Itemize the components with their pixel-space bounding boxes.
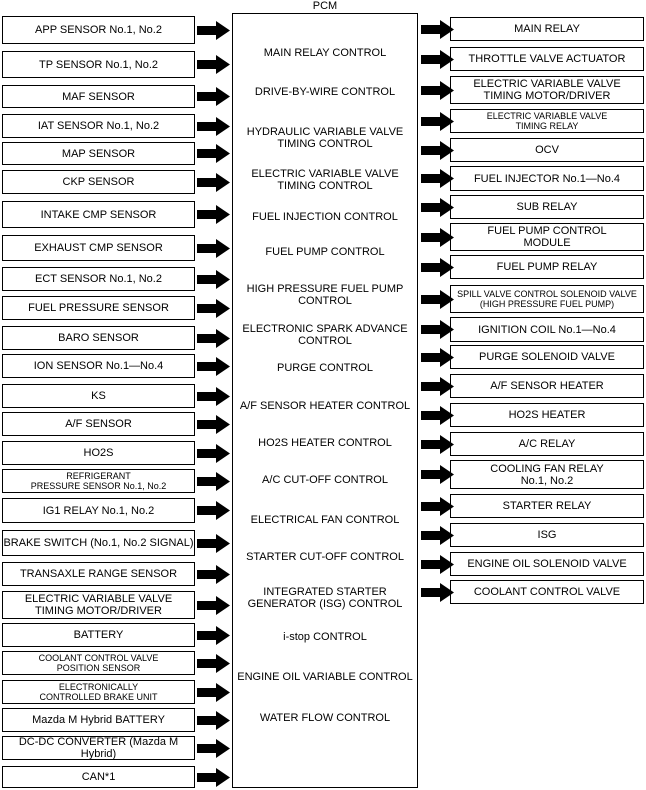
output-box: THROTTLE VALVE ACTUATOR — [450, 47, 644, 71]
input-box: REFRIGERANT PRESSURE SENSOR No.1, No.2 — [2, 469, 195, 493]
input-arrow-icon — [197, 444, 230, 463]
output-arrow-icon — [421, 81, 454, 100]
input-box: TRANSAXLE RANGE SENSOR — [2, 562, 195, 586]
output-box: A/F SENSOR HEATER — [450, 374, 644, 398]
input-box: HO2S — [2, 441, 195, 465]
input-arrow-icon — [197, 472, 230, 491]
input-arrow-icon — [197, 415, 230, 434]
input-box: EXHAUST CMP SENSOR — [2, 235, 195, 261]
output-arrow-icon — [421, 112, 454, 131]
output-box: ISG — [450, 523, 644, 547]
input-arrow-icon — [197, 711, 230, 730]
pcm-function-label: HO2S HEATER CONTROL — [258, 437, 392, 449]
output-arrow-icon — [421, 20, 454, 39]
output-arrow-icon — [421, 406, 454, 425]
input-arrow-icon — [197, 239, 230, 258]
output-arrow-icon — [421, 50, 454, 69]
output-box: COOLING FAN RELAY No.1, No.2 — [450, 460, 644, 489]
input-box: BRAKE SWITCH (No.1, No.2 SIGNAL) — [2, 530, 195, 556]
output-box: MAIN RELAY — [450, 17, 644, 41]
output-arrow-icon — [421, 228, 454, 247]
pcm-function-label: DRIVE-BY-WIRE CONTROL — [254, 86, 396, 98]
pcm-function-label: i-stop CONTROL — [283, 631, 367, 643]
input-box: MAP SENSOR — [2, 142, 195, 165]
output-box: HO2S HEATER — [450, 403, 644, 427]
output-box: ENGINE OIL SOLENOID VALVE — [450, 552, 644, 576]
input-box: Mazda M Hybrid BATTERY — [2, 708, 195, 732]
output-arrow-icon — [421, 348, 454, 367]
output-arrow-icon — [421, 555, 454, 574]
input-box: INTAKE CMP SENSOR — [2, 201, 195, 228]
output-box: ELECTRIC VARIABLE VALVE TIMING MOTOR/DRIVER — [450, 76, 644, 104]
output-box: OCV — [450, 138, 644, 162]
output-box: ELECTRIC VARIABLE VALVE TIMING RELAY — [450, 109, 644, 133]
input-box: ECT SENSOR No.1, No.2 — [2, 267, 195, 291]
input-arrow-icon — [197, 565, 230, 584]
output-box: COOLANT CONTROL VALVE — [450, 580, 644, 604]
output-arrow-icon — [421, 169, 454, 188]
output-box: FUEL PUMP RELAY — [450, 255, 644, 279]
output-box: FUEL PUMP CONTROL MODULE — [450, 223, 644, 251]
output-box: STARTER RELAY — [450, 494, 644, 518]
pcm-title: PCM — [312, 0, 338, 12]
pcm-function-label: FUEL PUMP CONTROL — [265, 246, 385, 258]
output-box: SUB RELAY — [450, 195, 644, 219]
input-box: KS — [2, 384, 195, 408]
output-arrow-icon — [421, 290, 454, 309]
input-box: FUEL PRESSURE SENSOR — [2, 296, 195, 320]
output-arrow-icon — [421, 320, 454, 339]
output-arrow-icon — [421, 435, 454, 454]
input-box: MAF SENSOR — [2, 85, 195, 108]
input-arrow-icon — [197, 173, 230, 192]
input-box: IG1 RELAY No.1, No.2 — [2, 498, 195, 523]
input-arrow-icon — [197, 55, 230, 74]
pcm-function-label: A/F SENSOR HEATER CONTROL — [239, 400, 411, 412]
pcm-function-label: HYDRAULIC VARIABLE VALVE TIMING CONTROL — [246, 126, 404, 150]
pcm-function-label: ELECTRIC VARIABLE VALVE TIMING CONTROL — [251, 168, 399, 192]
input-arrow-icon — [197, 654, 230, 673]
output-arrow-icon — [421, 583, 454, 602]
input-arrow-icon — [197, 87, 230, 106]
input-arrow-icon — [197, 683, 230, 702]
input-arrow-icon — [197, 117, 230, 136]
output-box: PURGE SOLENOID VALVE — [450, 345, 644, 369]
input-arrow-icon — [197, 329, 230, 348]
input-box: BATTERY — [2, 623, 195, 647]
input-arrow-icon — [197, 205, 230, 224]
pcm-function-label: ELECTRICAL FAN CONTROL — [250, 514, 400, 526]
pcm-function-label: FUEL INJECTION CONTROL — [252, 211, 398, 223]
pcm-function-label: ELECTRONIC SPARK ADVANCE CONTROL — [242, 323, 408, 347]
output-box: SPILL VALVE CONTROL SOLENOID VALVE (HIGH PRESSURE FUEL PUMP) — [450, 285, 644, 313]
pcm-function-label: INTEGRATED STARTER GENERATOR (ISG) CONTROL — [247, 586, 403, 610]
output-box: IGNITION COIL No.1—No.4 — [450, 317, 644, 342]
input-box: IAT SENSOR No.1, No.2 — [2, 114, 195, 138]
input-arrow-icon — [197, 387, 230, 406]
pcm-function-label: A/C CUT-OFF CONTROL — [262, 474, 388, 486]
output-arrow-icon — [421, 526, 454, 545]
input-box: CKP SENSOR — [2, 170, 195, 194]
output-arrow-icon — [421, 465, 454, 484]
input-box: APP SENSOR No.1, No.2 — [2, 16, 195, 44]
output-box: A/C RELAY — [450, 432, 644, 456]
pcm-function-label: PURGE CONTROL — [277, 362, 373, 374]
input-arrow-icon — [197, 357, 230, 376]
input-box: ELECTRONICALLY CONTROLLED BRAKE UNIT — [2, 680, 195, 704]
input-arrow-icon — [197, 270, 230, 289]
output-arrow-icon — [421, 141, 454, 160]
pcm-function-label: ENGINE OIL VARIABLE CONTROL — [237, 671, 413, 683]
input-box: ION SENSOR No.1—No.4 — [2, 354, 195, 378]
pcm-function-label: STARTER CUT-OFF CONTROL — [246, 551, 404, 563]
input-arrow-icon — [197, 626, 230, 645]
output-arrow-icon — [421, 198, 454, 217]
input-arrow-icon — [197, 299, 230, 318]
input-box: DC-DC CONVERTER (Mazda M Hybrid) — [2, 736, 195, 760]
input-box: BARO SENSOR — [2, 326, 195, 350]
output-arrow-icon — [421, 258, 454, 277]
input-box: COOLANT CONTROL VALVE POSITION SENSOR — [2, 651, 195, 675]
input-arrow-icon — [197, 534, 230, 553]
input-box: A/F SENSOR — [2, 412, 195, 436]
pcm-function-label: WATER FLOW CONTROL — [259, 712, 391, 724]
input-box: ELECTRIC VARIABLE VALVE TIMING MOTOR/DRIVER — [2, 591, 195, 619]
output-arrow-icon — [421, 497, 454, 516]
output-box: FUEL INJECTOR No.1—No.4 — [450, 166, 644, 191]
input-arrow-icon — [197, 596, 230, 615]
input-arrow-icon — [197, 501, 230, 520]
output-arrow-icon — [421, 377, 454, 396]
input-arrow-icon — [197, 144, 230, 163]
input-arrow-icon — [197, 21, 230, 40]
input-box: CAN*1 — [2, 766, 195, 788]
pcm-function-label: MAIN RELAY CONTROL — [263, 47, 387, 59]
input-arrow-icon — [197, 739, 230, 758]
input-box: TP SENSOR No.1, No.2 — [2, 51, 195, 78]
input-arrow-icon — [197, 768, 230, 787]
pcm-function-label: HIGH PRESSURE FUEL PUMP CONTROL — [246, 283, 404, 307]
